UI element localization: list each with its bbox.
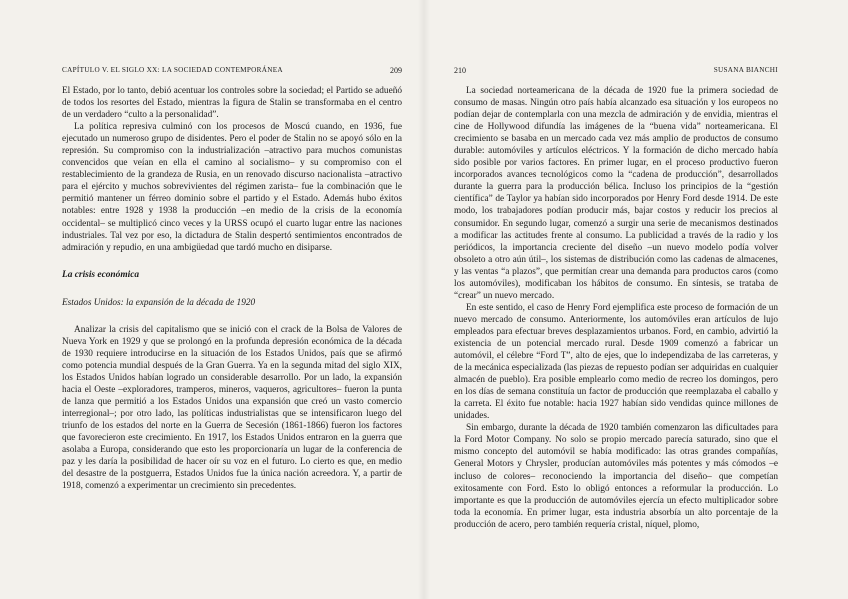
subsection-heading: Estados Unidos: la expansión de la década de 1920	[62, 297, 256, 308]
left-paragraph-1: El Estado, por lo tanto, debió acentuar los controles sobre la sociedad; el Partido se adueñó de todos los resortes del Estado, mientras la figura de Stalin se transformaba en el centro de un verdadero “culto a la personalidad”.	[62, 86, 402, 121]
right-paragraph-3: Sin embargo, durante la década de 1920 también comenzaron las dificultades para la Ford Motor Company. No solo se propio mercado parecía saturado, sino que el mismo concepto del automóvil se había modificado: las otras grandes compañías, General Motors y Chrysler, producían automóviles más potentes y más cómodos –e incluso de colores– reconociendo la importancia del diseño– que competían exitosamente con Ford. Esto lo obligó entonces a reformular la producción. Lo importante es que la producción de automóviles ejercía un efecto multiplicador sobre toda la economía. En primer lugar, esta industria absorbía un alto porcentaje de la producción de acero, pero también requería cristal, níquel, plomo,	[454, 423, 778, 530]
right-running-head-author: SUSANA BIANCHI	[713, 66, 778, 74]
left-running-head-title: CAPÍTULO V. EL SIGLO XX: LA SOCIEDAD CONTEMPORÁNEA	[62, 66, 283, 74]
right-page	[424, 0, 848, 599]
left-paragraph-3: Analizar la crisis del capitalismo que se inició con el crack de la Bolsa de Valores de Nueva York en 1929 y que se prolongó en la profunda depresión económica de la década de 1930 requiere introducirse en la situación de los Estados Unidos, país que se afirmó como potencia mundial después de la Gran Guerra. Ya en la segunda mitad del siglo XIX, los Estados Unidos habían logrado un considerable desarrollo. Por un lado, la expansión hacia el Oeste –exploradores, tramperos, mineros, vaqueros, agricultores– fueron la punta de lanza que permitió a los Estados Unidos una expansión que creó un vasto comercio interregional–; por otro lado, las políticas industrialistas que se intensificaron luego del triunfo de los estados del norte en la Guerra de Secesión (1861-1866) fueron los factores que favorecieron este crecimiento. En 1917, los Estados Unidos entraron en la guerra que asolaba a Europa, considerando que esto les proporcionaría un lugar de la conferencia de paz y les daría la posibilidad de hacer oír su voz en el futuro. Lo cierto es que, en medio del desastre de la postguerra, Estados Unidos fue la única nación acreedora. Y, a partir de 1918, comenzó a experimentar un crecimiento sin precedentes.	[62, 324, 402, 492]
right-paragraph-2: En este sentido, el caso de Henry Ford ejemplifica este proceso de formación de un nuevo mercado de consumo. Anteriormente, los automóviles eran artículos de lujo empleados para efectuar breves desplazamientos urbanos. Ford, en cambio, advirtió la existencia de un potencial mercado rural. Desde 1909 comenzó a fabricar un automóvil, el célebre “Ford T”, alto de ejes, que lo independizaba de las carreteras, y de la mecánica especializada (las piezas de repuesto podían ser adquiridas en cualquier almacén de pueblo). Era posible emplearlo como medio de recreo los domingos, pero en los días de semana constituía un factor de producción que reemplazaba el caballo y la carreta. El éxito fue notable: hacia 1927 habían sido vendidas quince millones de unidades.	[454, 302, 778, 422]
right-running-head	[454, 66, 778, 75]
left-paragraph-2: La política represiva culminó con los procesos de Moscú cuando, en 1936, fue ejecutado un numeroso grupo de disidentes. Pero el poder de Stalin no se apoyó sólo en la represión. Su compromiso con la industrialización –atractivo para muchos comunistas convencidos que veían en ella el camino al socialismo– y su compromiso con el restablecimiento de la grandeza de Rusia, en un renovado discurso nacionalista –atractivo para el ejército y muchos sobrevivientes del régimen zarista– fue la combinación que le permitió mantener un férreo dominio sobre el partido y el Estado. Además hubo éxitos notables: entre 1928 y 1938 la producción –en medio de la crisis de la economía occidental– se multiplicó cinco veces y la URSS ocupó el cuarto lugar entre las naciones industriales. Tal vez por eso, la dictadura de Stalin despertó sentimientos encontrados de admiración y repudio, en una ambigüedad que tardó mucho en disiparse.	[62, 122, 402, 253]
left-running-head	[62, 66, 402, 75]
right-paragraph-1: La sociedad norteamericana de la década de 1920 fue la primera sociedad de consumo de masas. Ningún otro país había alcanzado esa situación y los europeos no podían dejar de contemplarla con una mezcla de admiración y de envidia, mientras el cine de Hollywood difundía las imágenes de la “buena vida” norteamericana. El crecimiento se basaba en un mercado cada vez más amplio de productos de consumo durable: automóviles y artículos eléctricos. Y la formación de dicho mercado había sido posible por varios factores. En primer lugar, en el proceso productivo fueron incorporados avances tecnológicos como la “cadena de producción”, desarrollados durante la guerra para la producción bélica. Incluso los principios de la “gestión científica” de Taylor ya habían sido incorporados por Henry Ford desde 1914. De este modo, los trabajadores podían producir más, bajar costos y reducir los precios al consumidor. En segundo lugar, comenzó a surgir una serie de mecanismos destinados a modificar las actitudes frente al consumo. La publicidad a través de la radio y los periódicos, la importancia creciente del diseño –un nuevo modelo podía volver obsoleto a otro aún útil–, los sistemas de distribución como las cadenas de almacenes, y las ventas “a plazos”, que permitían crear una demanda para productos caros (como los automóviles), modificaban los hábitos de consumo. En síntesis, se trataba de “crear” un nuevo mercado.	[454, 86, 778, 301]
section-heading: La crisis económica	[62, 269, 140, 280]
right-page-number: 210	[454, 66, 466, 75]
left-page-number: 209	[390, 66, 402, 75]
